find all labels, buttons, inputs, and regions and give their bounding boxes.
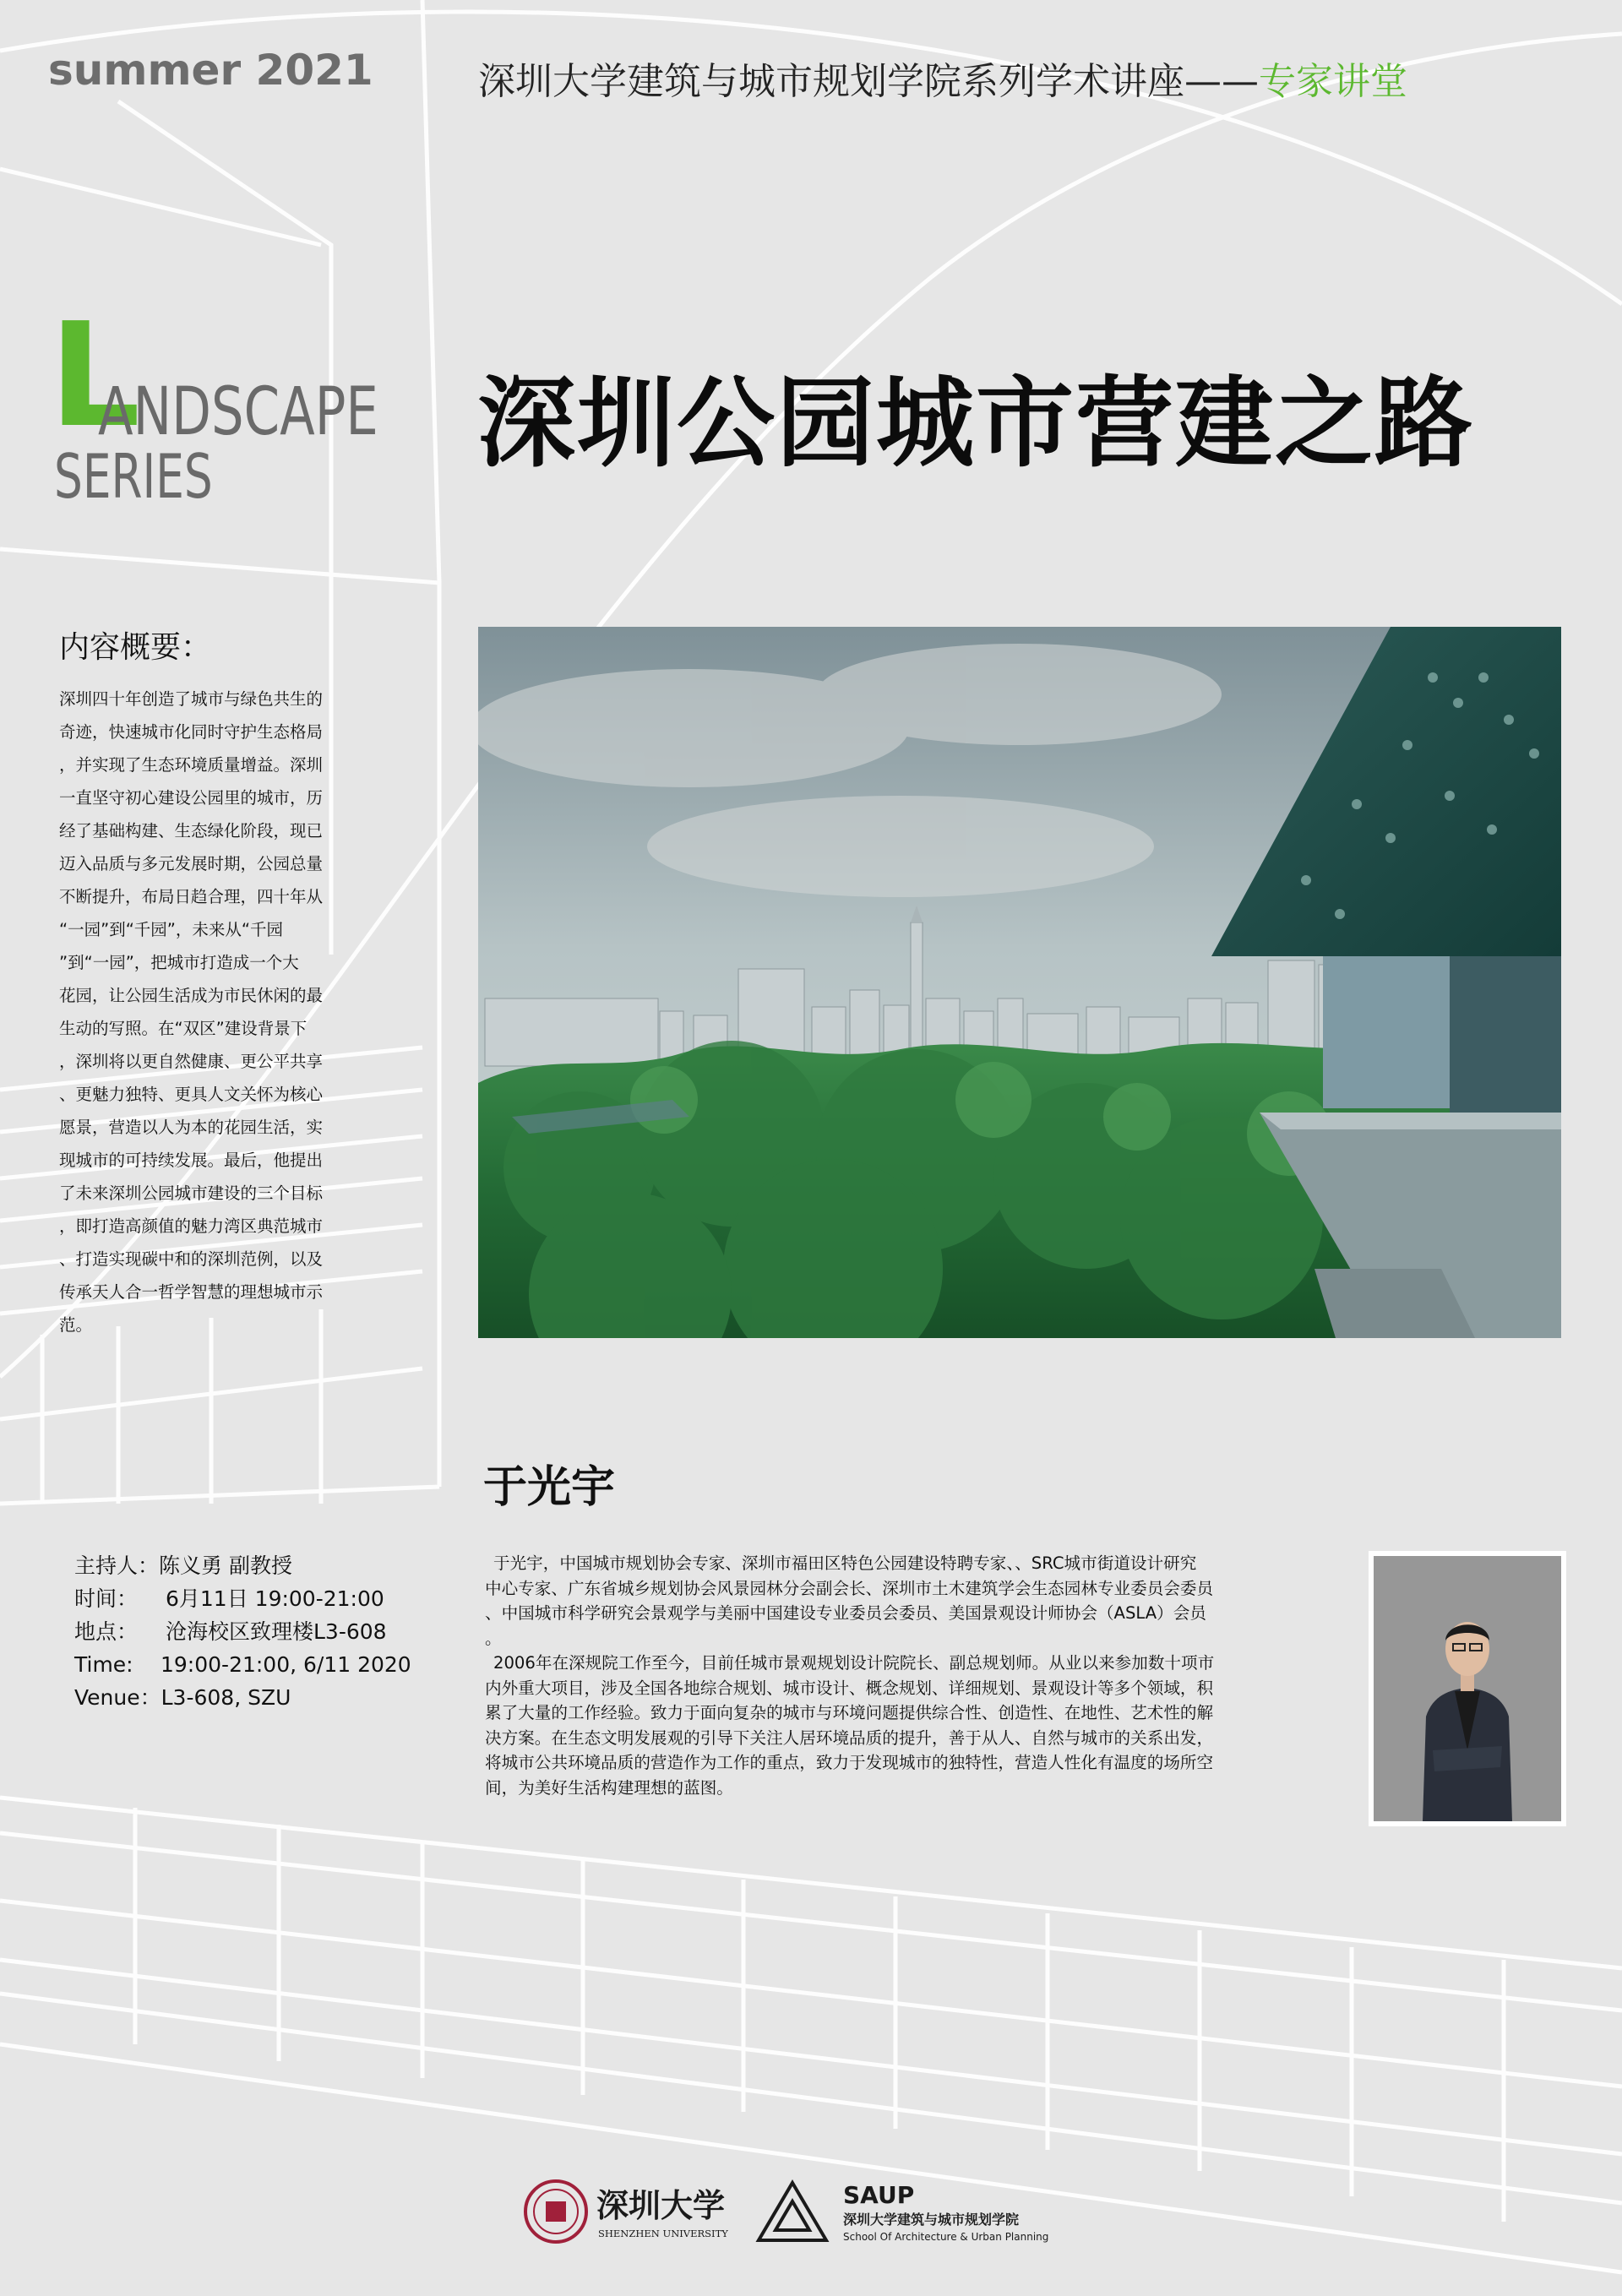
host-row <box>74 1549 411 1582</box>
footer-logos <box>522 2178 1113 2245</box>
bio-line: 、中国城市科学研究会景观学与美丽中国建设专业委员会委员、美国景观设计师协会（ASLA）会员 <box>485 1603 1206 1623</box>
venue-label: Venue： <box>74 1685 161 1710</box>
saup-abbr: SAUP <box>843 2181 915 2209</box>
bio-line: 。 <box>485 1628 502 1648</box>
summary-line: ，深圳将以更自然健康、更公平共享 <box>59 1052 324 1071</box>
summary-line: 现城市的可持续发展。最后，他提出 <box>59 1151 324 1170</box>
venue-row <box>74 1681 411 1714</box>
summary-line: 深圳四十年创造了城市与绿色共生的 <box>59 689 324 709</box>
summary-text <box>59 683 345 1341</box>
summary-line: “一园”到“千园”，未来从“千园 <box>59 920 284 939</box>
saup-name-en: School Of Architecture & Urban Planning <box>843 2231 1049 2243</box>
bio-line: 于光宇，中国城市规划协会专家、深圳市福田区特色公园建设特聘专家、、SRC城市街道设计研究 <box>493 1553 1197 1573</box>
summary-line: 一直坚守初心建设公园里的城市，历 <box>59 788 324 808</box>
logo-big-letter: L <box>49 292 141 460</box>
park-city-photo <box>478 627 1561 1338</box>
szu-name-en: SHENZHEN UNIVERSITY <box>598 2228 728 2239</box>
venue-value: L3-608, SZU <box>161 1685 291 1710</box>
bio-line: 2006年在深规院工作至今，目前任城市景观规划设计院院长、副总规划师。从业以来参加数十项市 <box>493 1653 1215 1673</box>
place-value: 沧海校区致理楼L3-608 <box>166 1619 387 1644</box>
time-cn-row <box>74 1582 411 1615</box>
time-en-label: Time: <box>74 1652 133 1677</box>
logo-word: ANDSCAPE <box>98 374 378 450</box>
summary-line: 生动的写照。在“双区”建设背景下 <box>59 1019 308 1038</box>
speaker-bio <box>485 1551 1335 1800</box>
bio-line: 中心专家、广东省城乡规划协会风景园林分会副会长、深圳市土木建筑学会生态园林专业委员会委员 <box>485 1578 1214 1598</box>
series-title-accent: 专家讲堂 <box>1259 60 1407 103</box>
place-label: 地点： <box>74 1619 139 1644</box>
summary-line: 、打造实现碳中和的深圳范例，以及 <box>59 1249 324 1269</box>
bio-line: 间，为美好生活构建理想的蓝图。 <box>485 1777 733 1798</box>
time-en-value: 19:00-21:00, 6/11 2020 <box>161 1652 411 1677</box>
summary-line: 不断提升，布局日趋合理，四十年从 <box>59 887 324 906</box>
host-label: 主持人： <box>74 1553 160 1578</box>
szu-seal-icon <box>525 2181 586 2242</box>
lecture-series-title <box>478 51 1407 105</box>
summary-line: 迈入品质与多元发展时期，公园总量 <box>59 854 324 873</box>
bio-line: 决方案。在生态文明发展观的引导下关注人居环境品质的提升，善于从人、自然与城市的关系出发， <box>485 1727 1214 1748</box>
saup-name-cn: 深圳大学建筑与城市规划学院 <box>843 2212 1020 2228</box>
bio-line: 累了大量的工作经验。致力于面向复杂的城市与环境问题提供综合性、创造性、在地性、艺术性的解 <box>485 1703 1214 1722</box>
time-cn-label: 时间： <box>74 1586 139 1611</box>
summary-line: 经了基础构建、生态绿化阶段，现已 <box>59 821 324 841</box>
series-title-main: 深圳大学建筑与城市规划学院系列学术讲座—— <box>478 60 1259 103</box>
summary-line: ，即打造高颜值的魅力湾区典范城市 <box>59 1216 324 1236</box>
summary-line: ”到“一园”，把城市打造成一个大 <box>59 953 299 972</box>
lecture-title: 深圳公园城市营建之路 <box>477 367 1474 481</box>
season-label: summer 2021 <box>48 46 373 95</box>
speaker-portrait <box>1369 1551 1566 1826</box>
event-info <box>74 1549 411 1714</box>
summary-heading: 内容概要： <box>59 630 212 665</box>
bio-line: 将城市公共环境品质的营造作为工作的重点，致力于发现城市的独特性，营造人性化有温度的场所空 <box>485 1753 1214 1772</box>
summary-line: 了未来深圳公园城市建设的三个目标 <box>59 1183 324 1203</box>
time-en-row <box>74 1648 411 1681</box>
saup-triangle-icon <box>759 2183 826 2240</box>
summary-line: ，并实现了生态环境质量增益。深圳 <box>59 755 324 775</box>
szu-name-cn: 深圳大学 <box>596 2186 726 2224</box>
landscape-series-logo <box>49 292 378 515</box>
summary-line: 奇迹，快速城市化同时守护生态格局 <box>59 722 324 742</box>
summary-line: 愿景，营造以人为本的花园生活，实 <box>59 1118 324 1137</box>
bio-line: 内外重大项目，涉及全国各地综合规划、城市设计、概念规划、详细规划、景观设计等多个领域，积 <box>485 1678 1214 1698</box>
summary-line: 传承天人合一哲学智慧的理想城市示 <box>59 1282 324 1302</box>
summary-line: 、更魅力独特、更具人文关怀为核心 <box>59 1085 324 1104</box>
place-row <box>74 1615 411 1648</box>
logo-subtitle: SERIES <box>54 441 213 512</box>
speaker-name: 于光宇 <box>483 1462 616 1513</box>
host-value: 陈义勇 副教授 <box>159 1553 292 1578</box>
time-cn-value: 6月11日 19:00-21:00 <box>166 1586 384 1611</box>
summary-line: 范。 <box>59 1315 93 1335</box>
summary-line: 花园，让公园生活成为市民休闲的最 <box>59 986 324 1005</box>
